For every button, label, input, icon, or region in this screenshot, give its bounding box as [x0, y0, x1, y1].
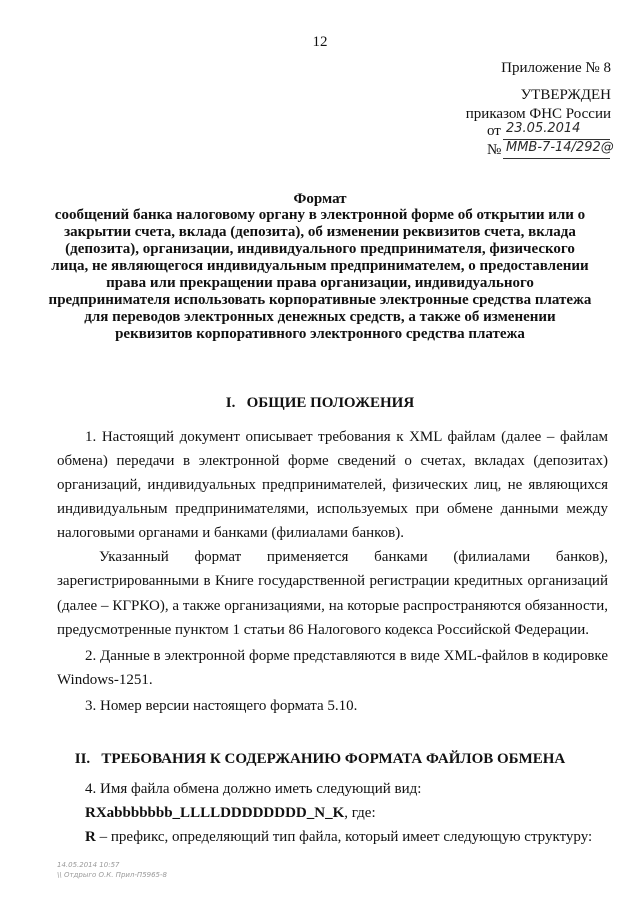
document-title-line: сообщений банка налоговому органу в электронной форме об открытии или о	[54, 207, 586, 223]
paragraph-line: организаций, индивидуальных предпринимателей, физических лиц, не являющихся	[57, 477, 608, 493]
filename-pattern: RXabbbbbbb_LLLLDDDDDDDD_N_K	[85, 805, 345, 821]
footer-file-reference: \\ Отдрыго О.К. Прил-П5965-8	[57, 871, 167, 879]
prefix-letter: R	[85, 829, 96, 845]
date-value-handwritten: 23.05.2014	[506, 121, 581, 136]
paragraph-line: Windows-1251.	[57, 672, 153, 688]
paragraph-line: предусмотренные пунктом 1 статьи 86 Налогового кодекса Российской Федерации.	[57, 622, 590, 638]
order-label: приказом ФНС России	[465, 106, 611, 122]
document-title-line: (депозита), организации, индивидуального предпринимателя, физического	[65, 241, 575, 257]
paragraph-line: обмена) передачи в электронной форме сведений о счетах, вкладах (депозитах)	[57, 453, 608, 469]
paragraph-line: Указанный формат применяется банками (филиалами банков),	[99, 549, 608, 565]
filename-pattern-line	[85, 805, 376, 822]
document-title-line: для переводов электронных денежных средств, а также об изменении	[84, 309, 556, 325]
paragraph-line: 4. Имя файла обмена должно иметь следующий вид:	[85, 781, 422, 797]
document-title-heading: Формат	[293, 191, 347, 207]
document-title-line: реквизитов корпоративного электронного средства платежа	[115, 326, 525, 342]
paragraph-line: (далее – КГРКО), а также организациями, на которые распространяются обязанности,	[57, 598, 608, 614]
section-heading: II. ТРЕБОВАНИЯ К СОДЕРЖАНИЮ ФОРМАТА ФАЙЛОВ ОБМЕНА	[74, 751, 566, 767]
filename-suffix: , где:	[344, 805, 376, 821]
number-value-handwritten: ММВ-7-14/292@	[506, 140, 614, 155]
section-heading: I. ОБЩИЕ ПОЛОЖЕНИЯ	[225, 395, 415, 411]
paragraph-line: 3. Номер версии настоящего формата 5.10.	[85, 698, 358, 714]
page-number: 12	[312, 34, 328, 50]
approved-label: УТВЕРЖДЕН	[520, 87, 611, 103]
prefix-text: – префикс, определяющий тип файла, который имеет следующую структуру:	[95, 829, 593, 845]
number-prefix: №	[487, 142, 502, 158]
paragraph-line: 2. Данные в электронной форме представляются в виде XML-файлов в кодировке	[85, 648, 608, 664]
paragraph-line: индивидуальным предпринимателями, используемых при обмене данными между	[57, 501, 608, 517]
footer-timestamp: 14.05.2014 10:57	[57, 861, 120, 869]
document-title-line: предпринимателя использовать корпоративные электронные средства платежа	[48, 292, 592, 308]
paragraph-line: налоговыми органами и банками (филиалами банков).	[57, 525, 404, 541]
date-prefix: от	[487, 123, 501, 139]
paragraph-line: зарегистрированными в Книге государственной регистрации кредитных организаций	[57, 573, 608, 589]
document-title-line: права или прекращении права организации, индивидуального	[106, 275, 534, 291]
prefix-description-line	[85, 829, 592, 846]
document-title-line: лица, не являющегося индивидуальным предпринимателем, о предоставлении	[51, 258, 589, 274]
paragraph-line: 1. Настоящий документ описывает требования к XML файлам (далее – файлам	[85, 429, 608, 445]
number-underline	[503, 158, 610, 159]
appendix-label: Приложение № 8	[501, 60, 611, 76]
document-title-line: закрытии счета, вклада (депозита), об изменении реквизитов счета, вклада	[64, 224, 576, 240]
